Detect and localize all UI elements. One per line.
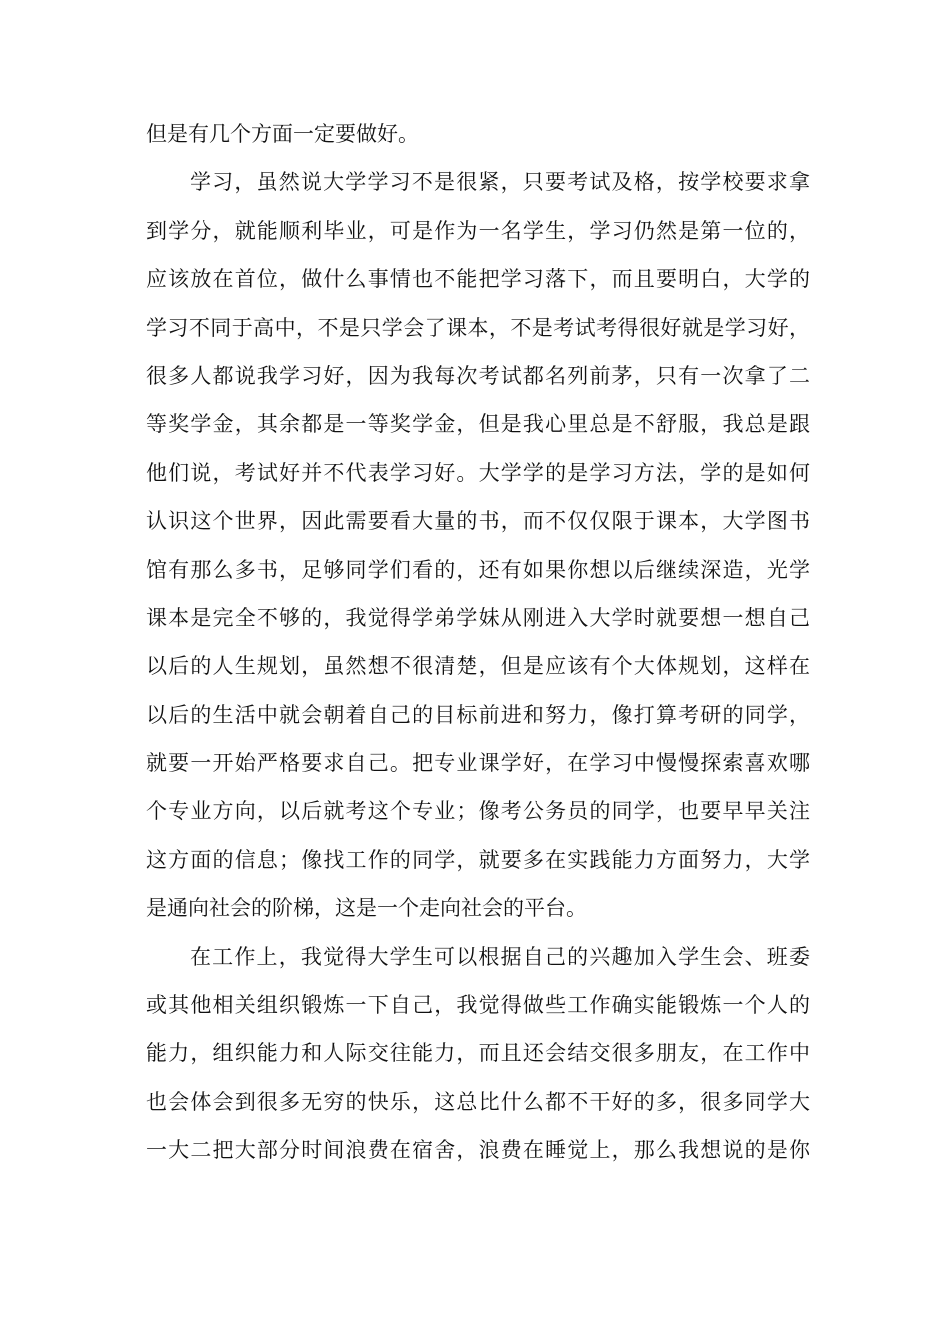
paragraph-line: 也会体会到很多无穷的快乐，这总比什么都不干好的多，很多同学大 [146,1089,810,1114]
paragraph-line: 到学分，就能顺利毕业，可是作为一名学生，学习仍然是第一位的， [146,218,810,243]
paragraph-line: 他们说，考试好并不代表学习好。大学学的是学习方法，学的是如何 [146,460,810,485]
paragraph-line: 学习不同于高中，不是只学会了课本，不是考试考得很好就是学习好， [146,315,810,340]
paragraph-line: 在工作上，我觉得大学生可以根据自己的兴趣加入学生会、班委 [190,944,810,969]
paragraph-line: 课本是完全不够的，我觉得学弟学妹从刚进入大学时就要想一想自己 [146,605,810,630]
paragraph-line: 一大二把大部分时间浪费在宿舍，浪费在睡觉上，那么我想说的是你 [146,1138,810,1163]
paragraph-line: 馆有那么多书，足够同学们看的，还有如果你想以后继续深造，光学 [146,557,810,582]
paragraph-line: 很多人都说我学习好，因为我每次考试都名列前茅，只有一次拿了二 [146,363,810,388]
paragraph-line: 就要一开始严格要求自己。把专业课学好，在学习中慢慢探索喜欢哪 [146,751,810,776]
paragraph-line: 这方面的信息；像找工作的同学，就要多在实践能力方面努力，大学 [146,847,810,872]
paragraph-line: 但是有几个方面一定要做好。 [146,122,419,146]
paragraph-line: 能力，组织能力和人际交往能力，而且还会结交很多朋友，在工作中 [146,1041,810,1066]
paragraph-line: 认识这个世界，因此需要看大量的书，而不仅仅限于课本，大学图书 [146,509,810,534]
paragraph-line: 等奖学金，其余都是一等奖学金，但是我心里总是不舒服，我总是跟 [146,412,810,437]
paragraph-line: 个专业方向，以后就考这个专业；像考公务员的同学，也要早早关注 [146,799,810,824]
paragraph-line: 是通向社会的阶梯，这是一个走向社会的平台。 [146,896,587,921]
body-text [146,110,810,1175]
paragraph-line: 学习，虽然说大学学习不是很紧，只要考试及格，按学校要求拿 [190,170,810,195]
paragraph-line: 或其他相关组织锻炼一下自己，我觉得做些工作确实能锻炼一个人的 [146,993,810,1018]
paragraph-line: 应该放在首位，做什么事情也不能把学习落下，而且要明白，大学的 [146,267,810,292]
paragraph-line: 以后的人生规划，虽然想不很清楚，但是应该有个大体规划，这样在 [146,654,810,679]
paragraph-line: 以后的生活中就会朝着自己的目标前进和努力，像打算考研的同学， [146,702,810,727]
